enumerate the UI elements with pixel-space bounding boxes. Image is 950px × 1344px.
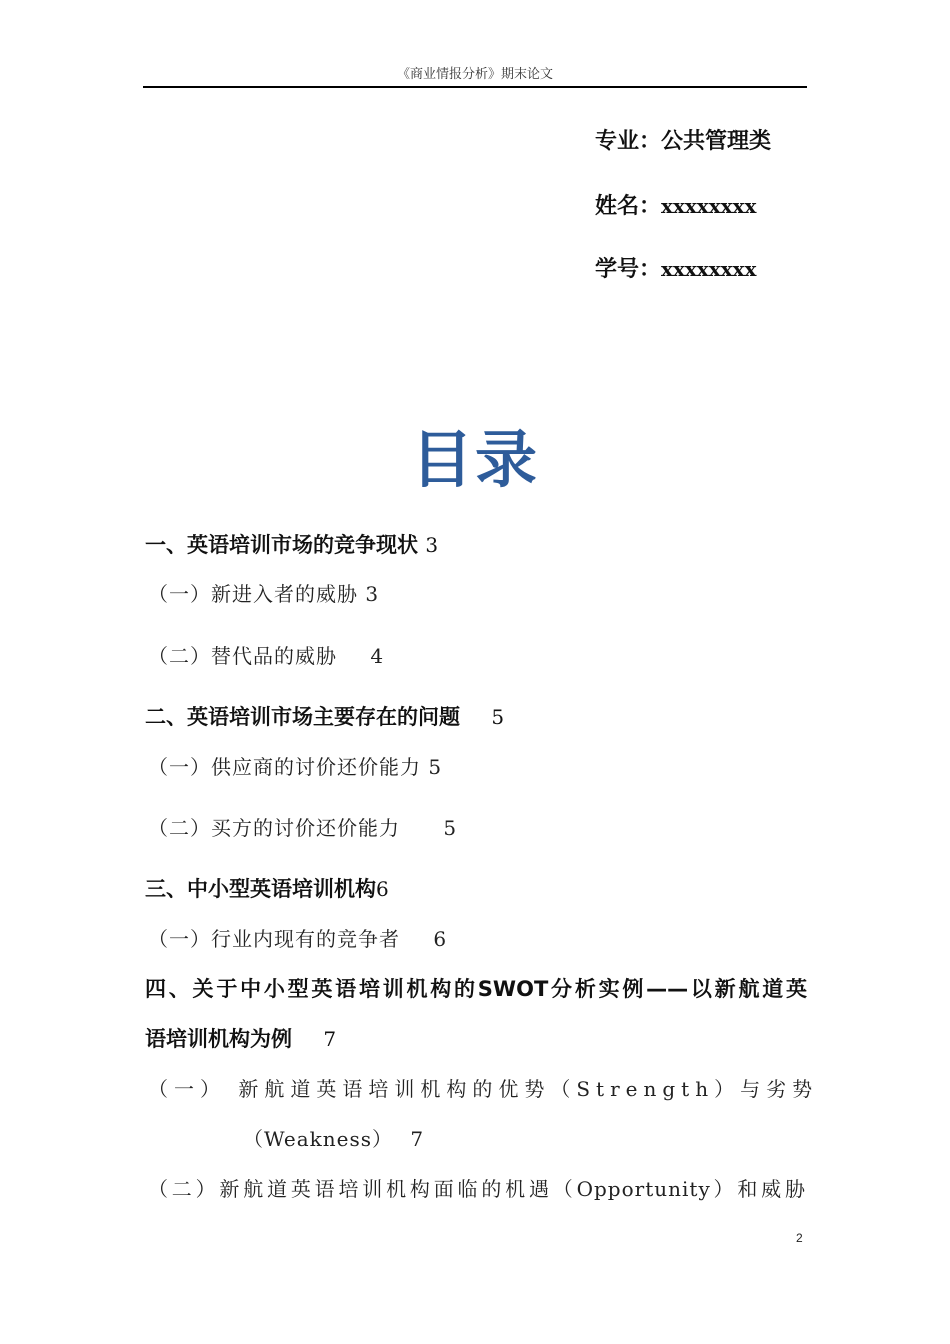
- toc-entry-page: 6: [376, 877, 389, 901]
- toc-entry-3-1[interactable]: [148, 924, 447, 954]
- toc-entry-text: （一）行业内现有的竞争者: [148, 927, 400, 951]
- toc-entry-text: 四、关于中小型英语培训机构的SWOT分析实例——以新航道英: [145, 977, 807, 1001]
- toc-entry-page: 3: [425, 533, 439, 557]
- toc-entry-text: 一、英语培训市场的竞争现状: [145, 533, 418, 557]
- toc-entry-2[interactable]: [145, 702, 504, 732]
- toc-entry-page: 3: [365, 582, 380, 606]
- major-value: 公共管理类: [661, 129, 772, 154]
- toc-entry-1[interactable]: [145, 530, 438, 560]
- toc-entry-text-cont: 语培训机构为例: [145, 1027, 292, 1051]
- toc-entry-page: 7: [410, 1127, 425, 1151]
- toc-entry-4-1[interactable]: [148, 1074, 819, 1104]
- toc-entry-text: （二）替代品的威胁: [148, 644, 337, 668]
- toc-entry-page: 5: [428, 755, 443, 779]
- toc-entry-page: 7: [323, 1027, 337, 1051]
- toc-entry-page: 6: [433, 927, 448, 951]
- name-line: [595, 191, 756, 222]
- toc-entry-4-1-cont[interactable]: [243, 1124, 424, 1154]
- toc-entry-text: （一）新进入者的威胁: [148, 582, 358, 606]
- toc-title: 目录: [410, 423, 539, 496]
- toc-entry-text: 二、英语培训市场主要存在的问题: [145, 705, 460, 729]
- toc-entry-1-2[interactable]: [148, 641, 384, 671]
- toc-entry-page: 5: [443, 816, 458, 840]
- toc-entry-3[interactable]: [145, 874, 389, 904]
- toc-entry-4[interactable]: [145, 974, 807, 1004]
- student-id-value: xxxxxxxx: [661, 257, 757, 281]
- toc-entry-text-cont: （Weakness）: [243, 1127, 394, 1151]
- toc-entry-text: （一）供应商的讨价还价能力: [148, 755, 421, 779]
- toc-entry-2-2[interactable]: [148, 813, 457, 843]
- name-value: xxxxxxxx: [661, 194, 757, 218]
- toc-entry-text: （一） 新航道英语培训机构的优势（Strength）与劣势: [148, 1077, 819, 1101]
- toc-entry-2-1[interactable]: [148, 752, 442, 782]
- toc-entry-text: （二）买方的讨价还价能力: [148, 816, 400, 840]
- toc-entry-4-cont[interactable]: [145, 1024, 336, 1054]
- major-line: [595, 127, 771, 157]
- toc-entry-page: 5: [491, 705, 505, 729]
- toc-entry-text: 三、中小型英语培训机构: [145, 877, 376, 901]
- toc-entry-4-2[interactable]: [148, 1174, 806, 1204]
- page-number: 2: [796, 1231, 803, 1245]
- student-id-label: 学号：: [595, 257, 662, 282]
- toc-entry-page: 4: [370, 644, 385, 668]
- major-label: 专业：: [595, 129, 662, 154]
- toc-entry-text: （二）新航道英语培训机构面临的机遇（Opportunity）和威胁: [148, 1177, 806, 1201]
- name-label: 姓名：: [595, 194, 662, 219]
- toc-entry-1-1[interactable]: [148, 579, 379, 609]
- running-header: 《商业情报分析》期末论文: [143, 66, 807, 88]
- student-id-line: [595, 254, 756, 285]
